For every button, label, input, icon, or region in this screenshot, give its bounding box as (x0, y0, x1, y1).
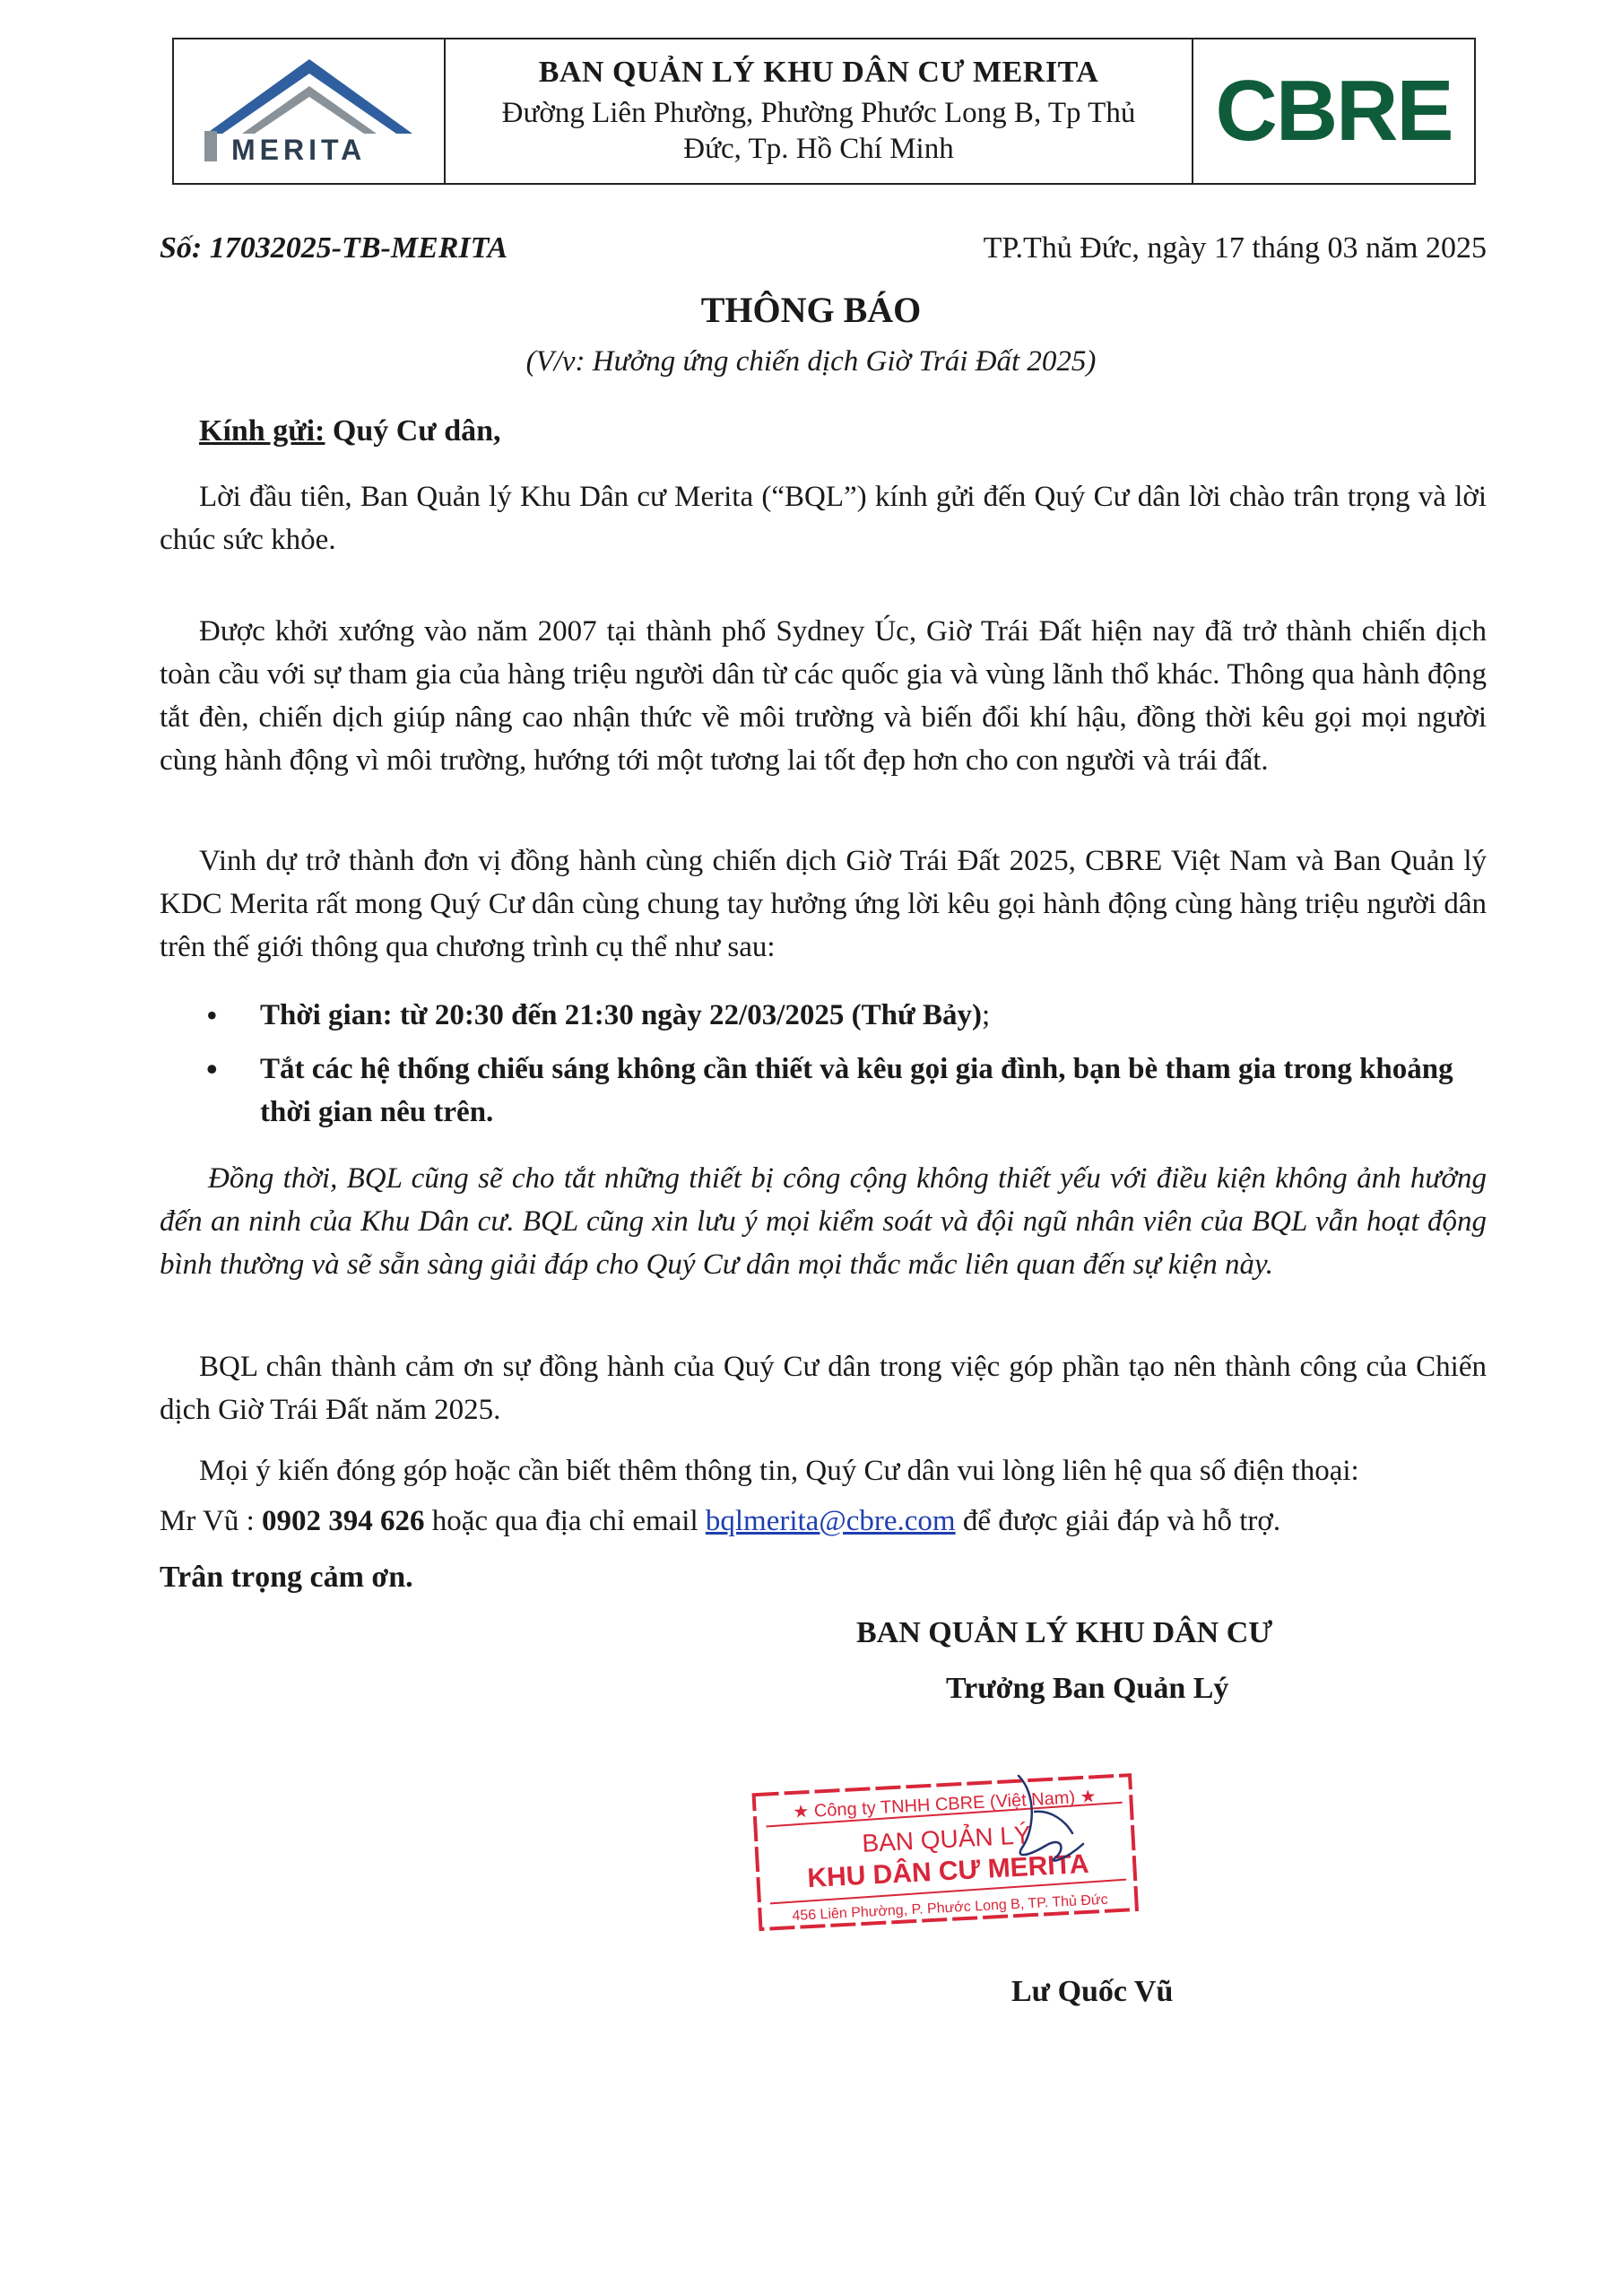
page-subtitle: (V/v: Hưởng ứng chiến dịch Giờ Trái Đất 2025) (525, 345, 1097, 378)
paragraph-2: Được khởi xướng vào năm 2007 tại thành phố Sydney Úc, Giờ Trái Đất hiện nay đã trở thành chiến dịch toàn cầu với sự tham gia của hàng triệu người dân từ các quốc gia và vùng lãnh thổ khác. Thông qua hành động tắt đèn, chiến dịch giúp nâng cao nhận thức về môi trường và biến đổi khí hậu, đồng thời kêu gọi mọi người cùng hành động vì môi trường, hướng tới một tương lai tốt đẹp hơn cho con người và trái đất. (160, 615, 1487, 777)
salutation (199, 414, 501, 448)
stamp-line2: BAN QUẢN LÝ (861, 1821, 1032, 1857)
contact-block (160, 1446, 1487, 1546)
signer-name: Lư Quốc Vũ (1011, 1975, 1174, 2008)
stamp-line1: ★ Công ty TNHH CBRE (Việt Nam) ★ (792, 1787, 1097, 1822)
paragraph-greeting (160, 475, 1487, 561)
time-end: ; (982, 999, 991, 1031)
page-title: THÔNG BÁO (700, 290, 922, 330)
list-item (160, 994, 1487, 1037)
cbre-logo-text: CBRE (1215, 63, 1453, 159)
paragraph-4: BQL chân thành cảm ơn sự đồng hành của Quý Cư dân trong việc góp phần tạo nên thành công của Chiến dịch Giờ Trái Đất năm 2025. (160, 1351, 1487, 1426)
contact-line2 (160, 1496, 1487, 1546)
stamp-line4: 456 Liên Phường, P. Phước Long B, TP. Thủ Đức (792, 1892, 1109, 1925)
merita-logo-text: MERITA (230, 134, 366, 166)
signature-role: Trưởng Ban Quản Lý (946, 1672, 1229, 1705)
time-value: : từ 20:30 đến 21:30 ngày 22/03/2025 (Thứ Bảy) (382, 999, 983, 1031)
salutation-label: Kính gửi: (199, 414, 325, 448)
contact-prefix: Mr Vũ : (160, 1505, 262, 1537)
contact-email-link[interactable]: bqlmerita@cbre.com (705, 1505, 956, 1537)
merita-logo (174, 39, 446, 183)
org-name: BAN QUẢN LÝ KHU DÂN CƯ MERITA (538, 56, 1099, 89)
paragraph-thanks (160, 1345, 1487, 1431)
meta-row (160, 231, 1487, 265)
org-address-line2: Đức, Tp. Hồ Chí Minh (683, 133, 954, 165)
action-list (160, 994, 1487, 1144)
merita-logo-icon (188, 48, 430, 174)
closing: Trân trọng cảm ơn. (160, 1561, 413, 1594)
contact-suffix: để được giải đáp và hỗ trợ. (955, 1505, 1281, 1537)
stamp-line3: KHU DÂN CƯ MERITA (806, 1848, 1090, 1894)
contact-line1: Mọi ý kiến đóng góp hoặc cần biết thêm thông tin, Quý Cư dân vui lòng liên hệ qua số điện thoại: (199, 1455, 1359, 1487)
official-stamp (750, 1758, 1144, 1937)
document-date: TP.Thủ Đức, ngày 17 tháng 03 năm 2025 (983, 231, 1487, 265)
paragraph-note (160, 1157, 1487, 1286)
org-address-line1: Đường Liên Phường, Phường Phước Long B, Tp Thủ (501, 97, 1136, 129)
org-info (446, 39, 1193, 183)
letterhead (172, 38, 1476, 185)
cbre-logo (1193, 39, 1474, 183)
paragraph-1: Lời đầu tiên, Ban Quản lý Khu Dân cư Merita (“BQL”) kính gửi đến Quý Cư dân lời chào trân trọng và lời chúc sức khỏe. (160, 481, 1487, 556)
salutation-recipient: Quý Cư dân, (325, 414, 501, 448)
document-number: Số: 17032025-TB-MERITA (160, 231, 508, 265)
contact-middle: hoặc qua địa chỉ email (424, 1505, 706, 1537)
list-item: • Tắt các hệ thống chiếu sáng không cần thiết và kêu gọi gia đình, bạn bè tham gia trong khoảng thời gian nêu trên. (160, 1048, 1487, 1134)
paragraph-invitation (160, 839, 1487, 969)
signature-org: BAN QUẢN LÝ KHU DÂN CƯ (856, 1616, 1273, 1649)
paragraph-background (160, 610, 1487, 782)
paragraph-3: Vinh dự trở thành đơn vị đồng hành cùng chiến dịch Giờ Trái Đất 2025, CBRE Việt Nam và Ban Quản lý KDC Merita rất mong Quý Cư dân cùng chung tay hưởng ứng lời kêu gọi hành động cùng hàng triệu người dân trên thế giới thông qua chương trình cụ thể như sau: (160, 845, 1487, 963)
paragraph-italic: Đồng thời, BQL cũng sẽ cho tắt những thiết bị công cộng không thiết yếu với điều kiện không ảnh hưởng đến an ninh của Khu Dân cư. BQL cũng xin lưu ý mọi kiểm soát và đội ngũ nhân viên của BQL vẫn hoạt động bình thường và sẽ sẵn sàng giải đáp cho Quý Cư dân mọi thắc mắc liên quan đến sự kiện này. (160, 1162, 1487, 1281)
contact-phone[interactable]: 0902 394 626 (262, 1505, 425, 1537)
time-label: Thời gian (260, 999, 383, 1031)
